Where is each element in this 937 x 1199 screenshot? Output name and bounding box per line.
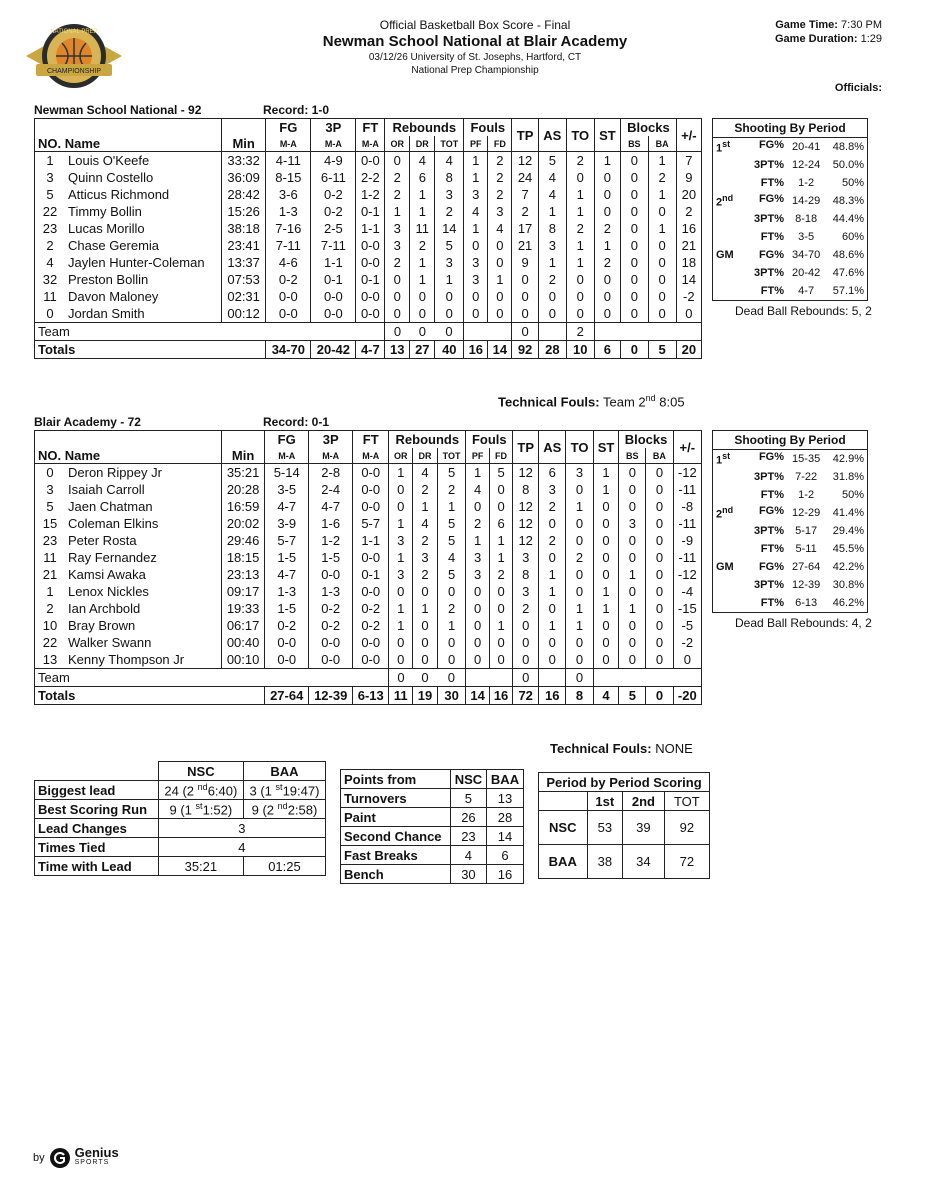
points-from-row: Paint 26 28 (341, 808, 524, 827)
player-row: 4 Jaylen Hunter-Coleman 13:37 4-6 1-1 0-0 2 1 3 3 0 9 1 1 2 0 0 18 (35, 254, 702, 271)
points-from-row: Second Chance 23 14 (341, 827, 524, 846)
team1-shooting-by-period: Shooting By Period 1st FG% 20-41 48.8% 3PT% 12-24 50.0% FT% 1-2 50% 2nd FG% 14-29 48.3% 3PT% 8-18 44.4% FT% 3-5 60% GM FG% 34-70 48.6% 3PT% 20-42 47.6% FT% 4-7 57.1% (712, 118, 868, 301)
game-info: Game Time: 7:30 PM Game Duration: 1:29 (775, 19, 882, 45)
team2-dead-ball-rebounds: Dead Ball Rebounds: 4, 2 (735, 616, 872, 630)
summary-row: Time with Lead 35:21 01:25 (35, 857, 326, 876)
team1-dead-ball-rebounds: Dead Ball Rebounds: 5, 2 (735, 304, 872, 318)
player-row: 15 Coleman Elkins 20:02 3-9 1-6 5-7 1 4 5 2 6 12 0 0 0 3 0 -11 (35, 515, 702, 532)
team-row: Team 0 0 0 0 2 (35, 323, 702, 341)
officials-label: Officials: (834, 82, 882, 94)
shooting-row: 3PT% 12-39 30.8% (754, 579, 864, 591)
player-row: 3 Isaiah Carroll 20:28 3-5 2-4 0-0 0 2 2 4 0 8 3 0 1 0 0 -11 (35, 481, 702, 498)
player-row: 0 Deron Rippey Jr 35:21 5-14 2-8 0-0 1 4 5 1 5 12 6 3 1 0 0 -12 (35, 464, 702, 482)
header-block (250, 18, 700, 76)
svg-text:NATIONAL PREP: NATIONAL PREP (50, 29, 98, 35)
player-row: 0 Jordan Smith 00:12 0-0 0-0 0-0 0 0 0 0 0 0 0 0 0 0 0 0 (35, 305, 702, 323)
shooting-row: FT% 4-7 57.1% (760, 285, 864, 297)
player-row: 23 Lucas Morillo 38:18 7-16 2-5 1-1 3 11 14 1 4 17 8 2 2 0 1 16 (35, 220, 702, 237)
player-row: 2 Chase Geremia 23:41 7-11 7-11 0-0 3 2 5 0 0 21 3 1 1 0 0 21 (35, 237, 702, 254)
period-scoring-table: Period by Period Scoring 1st 2nd TOT NSC 53 39 92 BAA 38 34 72 (538, 772, 710, 879)
points-from-row: Bench 30 16 (341, 865, 524, 884)
player-row: 5 Jaen Chatman 16:59 4-7 4-7 0-0 0 1 1 0 0 12 2 1 0 0 0 -8 (35, 498, 702, 515)
player-row: 11 Ray Fernandez 18:15 1-5 1-5 0-0 1 3 4 3 1 3 0 2 0 0 0 -11 (35, 549, 702, 566)
shooting-row: 3PT% 8-18 44.4% (754, 213, 864, 225)
summary-row: Lead Changes 3 (35, 819, 326, 838)
game-location: 03/12/26 University of St. Josephs, Hartford, CT (368, 52, 582, 63)
period-row: NSC 53 39 92 (539, 811, 710, 845)
shooting-row: FT% 5-11 45.5% (760, 543, 864, 555)
shooting-row: 3PT% 20-42 47.6% (754, 267, 864, 279)
team1-name: Newman School National - 92 (34, 103, 202, 117)
player-row: 22 Timmy Bollin 15:26 1-3 0-2 0-1 1 1 2 4 3 2 1 1 0 0 0 2 (35, 203, 702, 220)
game-duration: 1:29 (860, 33, 882, 45)
event-name: National Prep Championship (411, 65, 539, 76)
shooting-row: 2nd FG% 12-29 41.4% (716, 505, 864, 521)
team2-shooting-by-period: Shooting By Period 1st FG% 15-35 42.9% 3PT% 7-22 31.8% FT% 1-2 50% 2nd FG% 12-29 41.4% 3PT% 5-17 29.4% FT% 5-11 45.5% GM FG% 27-64 42.2% 3PT% 12-39 30.8% FT% 6-13 46.2% (712, 430, 868, 613)
genius-sports-logo: by Genius SPORTS (33, 1147, 119, 1169)
page-title: Newman School National at Blair Academy (322, 33, 628, 50)
shooting-row: FT% 1-2 50% (760, 177, 864, 189)
player-row: 21 Kamsi Awaka 23:13 4-7 0-0 0-1 3 2 5 3 2 8 1 0 0 1 0 -12 (35, 566, 702, 583)
summary-row: Best Scoring Run 9 (1 $^{st}$1:52) 9 (2 $^{nd}$2:58) (35, 800, 326, 819)
summary-row: Times Tied 4 (35, 838, 326, 857)
team-row: Team 0 0 0 0 0 (35, 669, 702, 687)
game-time: 7:30 PM (841, 19, 882, 31)
genius-icon (49, 1147, 71, 1169)
points-from-row: Turnovers 5 13 (341, 789, 524, 808)
shooting-row: 3PT% 5-17 29.4% (754, 525, 864, 537)
player-row: 11 Davon Maloney 02:31 0-0 0-0 0-0 0 0 0 0 0 0 0 0 0 0 0 -2 (35, 288, 702, 305)
game-summary-table: NSC BAA Biggest lead 24 (2 $^{nd}$6:40) 3 (1 $^{st}$19:47) Best Scoring Run 9 (1 $^{st}$1:52) 9 (2 $^{nd}$2:58) Lead Changes 3 Times Tied 4 Time with Lead 35:21 01:25 (34, 761, 326, 876)
shooting-row: 3PT% 12-24 50.0% (754, 159, 864, 171)
points-from-row: Fast Breaks 4 6 (341, 846, 524, 865)
player-row: 1 Lenox Nickles 09:17 1-3 1-3 0-0 0 0 0 0 0 3 1 0 1 0 0 -4 (35, 583, 702, 600)
player-row: 5 Atticus Richmond 28:42 3-6 0-2 1-2 2 1 3 3 2 7 4 1 0 0 1 20 (35, 186, 702, 203)
team2-record: Record: 0-1 (263, 415, 330, 429)
summary-row: Biggest lead 24 (2 $^{nd}$6:40) 3 (1 $^{st}$19:47) (35, 781, 326, 800)
shooting-row: 1st FG% 15-35 42.9% (716, 451, 864, 467)
championship-logo (22, 20, 126, 92)
team2-box-score: FG 3P FT Rebounds Fouls TP AS TO ST Blocks +/- NO. Name Min M-A M-A M-A OR DR TOT PF FD BS BA 0 Deron Rippey Jr 35:21 5-14 2-8 0-0 1 4 5 1 5 12 6 3 1 0 0 -12 3 Isaiah Carroll 20:28 3-5 2-4 0-0 0 2 2 4 0 8 3 0 1 0 0 -11 5 Jaen Chatman 16:59 4-7 4-7 0-0 0 1 1 0 0 12 2 1 0 0 0 -8 15 Coleman Elkins 20:02 3-9 1-6 5-7 1 4 5 2 6 12 0 0 0 3 0 -11 23 Peter Rosta 29:46 5-7 1-2 1-1 3 2 5 1 1 12 2 0 0 0 0 -9 11 Ray Fernandez 18:15 1-5 1-5 0-0 1 3 4 3 1 3 0 2 0 0 0 -11 21 Kamsi Awaka 23:13 4-7 0-0 0-1 3 2 5 3 2 8 1 0 0 1 0 -12 1 Lenox Nickles 09:17 1-3 1-3 0-0 0 0 0 0 0 3 1 0 1 0 0 -4 2 Ian Archbold 19:33 1-5 0-2 0-2 1 1 2 0 0 2 0 1 1 1 0 -15 10 Bray Brown 06:17 0-2 0-2 0-2 1 0 1 0 1 0 1 1 0 0 0 -5 22 Walker Swann 00:40 0-0 0-0 0-0 0 0 0 0 0 0 0 0 0 0 0 -2 13 Kenny Thompson Jr 00:10 0-0 0-0 0-0 0 0 0 0 0 0 0 0 0 0 0 0 Team 0 0 0 0 0 Totals 27-64 12-39 6-13 11 19 30 14 16 72 16 8 4 5 0 -20 (34, 430, 702, 705)
shooting-row: GM FG% 34-70 48.6% (716, 249, 864, 261)
period-row: BAA 38 34 72 (539, 845, 710, 879)
totals-row: Totals 34-70 20-42 4-7 13 27 40 16 14 92 28 10 6 0 5 20 (35, 341, 702, 359)
player-row: 10 Bray Brown 06:17 0-2 0-2 0-2 1 0 1 0 1 0 1 1 0 0 0 -5 (35, 617, 702, 634)
player-row: 13 Kenny Thompson Jr 00:10 0-0 0-0 0-0 0 0 0 0 0 0 0 0 0 0 0 0 (35, 651, 702, 669)
shooting-row: 1st FG% 20-41 48.8% (716, 139, 864, 155)
player-row: 23 Peter Rosta 29:46 5-7 1-2 1-1 3 2 5 1 1 12 2 0 0 0 0 -9 (35, 532, 702, 549)
team1-box-score: FG 3P FT Rebounds Fouls TP AS TO ST Blocks +/- NO. Name Min M-A M-A M-A OR DR TOT PF FD BS BA 1 Louis O'Keefe 33:32 4-11 4-9 0-0 0 4 4 1 2 12 5 2 1 0 1 7 3 Quinn Costello 36:09 8-15 6-11 2-2 2 6 8 1 2 24 4 0 0 0 2 9 5 Atticus Richmond 28:42 3-6 0-2 1-2 2 1 3 3 2 7 4 1 0 0 1 20 22 Timmy Bollin 15:26 1-3 0-2 0-1 1 1 2 4 3 2 1 1 0 0 0 2 23 Lucas Morillo 38:18 7-16 2-5 1-1 3 11 14 1 4 17 8 2 2 0 1 16 2 Chase Geremia 23:41 7-11 7-11 0-0 3 2 5 0 0 21 3 1 1 0 0 21 4 Jaylen Hunter-Coleman 13:37 4-6 1-1 0-0 2 1 3 3 0 9 1 1 2 0 0 18 32 Preston Bollin 07:53 0-2 0-1 0-1 0 1 1 3 1 0 2 0 0 0 0 14 11 Davon Maloney 02:31 0-0 0-0 0-0 0 0 0 0 0 0 0 0 0 0 0 -2 0 Jordan Smith 00:12 0-0 0-0 0-0 0 0 0 0 0 0 0 0 0 0 0 0 Team 0 0 0 0 2 Totals 34-70 20-42 4-7 13 27 40 16 14 92 28 10 6 0 5 20 (34, 118, 702, 359)
player-row: 1 Louis O'Keefe 33:32 4-11 4-9 0-0 0 4 4 1 2 12 5 2 1 0 1 7 (35, 152, 702, 170)
player-row: 32 Preston Bollin 07:53 0-2 0-1 0-1 0 1 1 3 1 0 2 0 0 0 0 14 (35, 271, 702, 288)
team2-technical-fouls: Technical Fouls: NONE (550, 741, 693, 756)
player-row: 22 Walker Swann 00:40 0-0 0-0 0-0 0 0 0 0 0 0 0 0 0 0 0 -2 (35, 634, 702, 651)
team1-technical-fouls: Technical Fouls: Team 2nd 8:05 (498, 393, 685, 410)
shooting-row: FT% 1-2 50% (760, 489, 864, 501)
svg-text:CHAMPIONSHIP: CHAMPIONSHIP (46, 68, 102, 75)
shooting-row: FT% 3-5 60% (760, 231, 864, 243)
shooting-row: 2nd FG% 14-29 48.3% (716, 193, 864, 209)
player-row: 3 Quinn Costello 36:09 8-15 6-11 2-2 2 6 8 1 2 24 4 0 0 0 2 9 (35, 169, 702, 186)
points-from-table: Points from NSC BAA Turnovers 5 13 Paint 26 28 Second Chance 23 14 Fast Breaks 4 6 Bench 30 16 (340, 769, 524, 884)
shooting-row: FT% 6-13 46.2% (760, 597, 864, 609)
player-row: 2 Ian Archbold 19:33 1-5 0-2 0-2 1 1 2 0 0 2 0 1 1 1 0 -15 (35, 600, 702, 617)
shooting-row: 3PT% 7-22 31.8% (754, 471, 864, 483)
shooting-row: GM FG% 27-64 42.2% (716, 561, 864, 573)
totals-row: Totals 27-64 12-39 6-13 11 19 30 14 16 72 16 8 4 5 0 -20 (35, 687, 702, 705)
team1-record: Record: 1-0 (263, 103, 330, 117)
report-type: Official Basketball Box Score - Final (379, 18, 571, 32)
team2-name: Blair Academy - 72 (34, 415, 141, 429)
